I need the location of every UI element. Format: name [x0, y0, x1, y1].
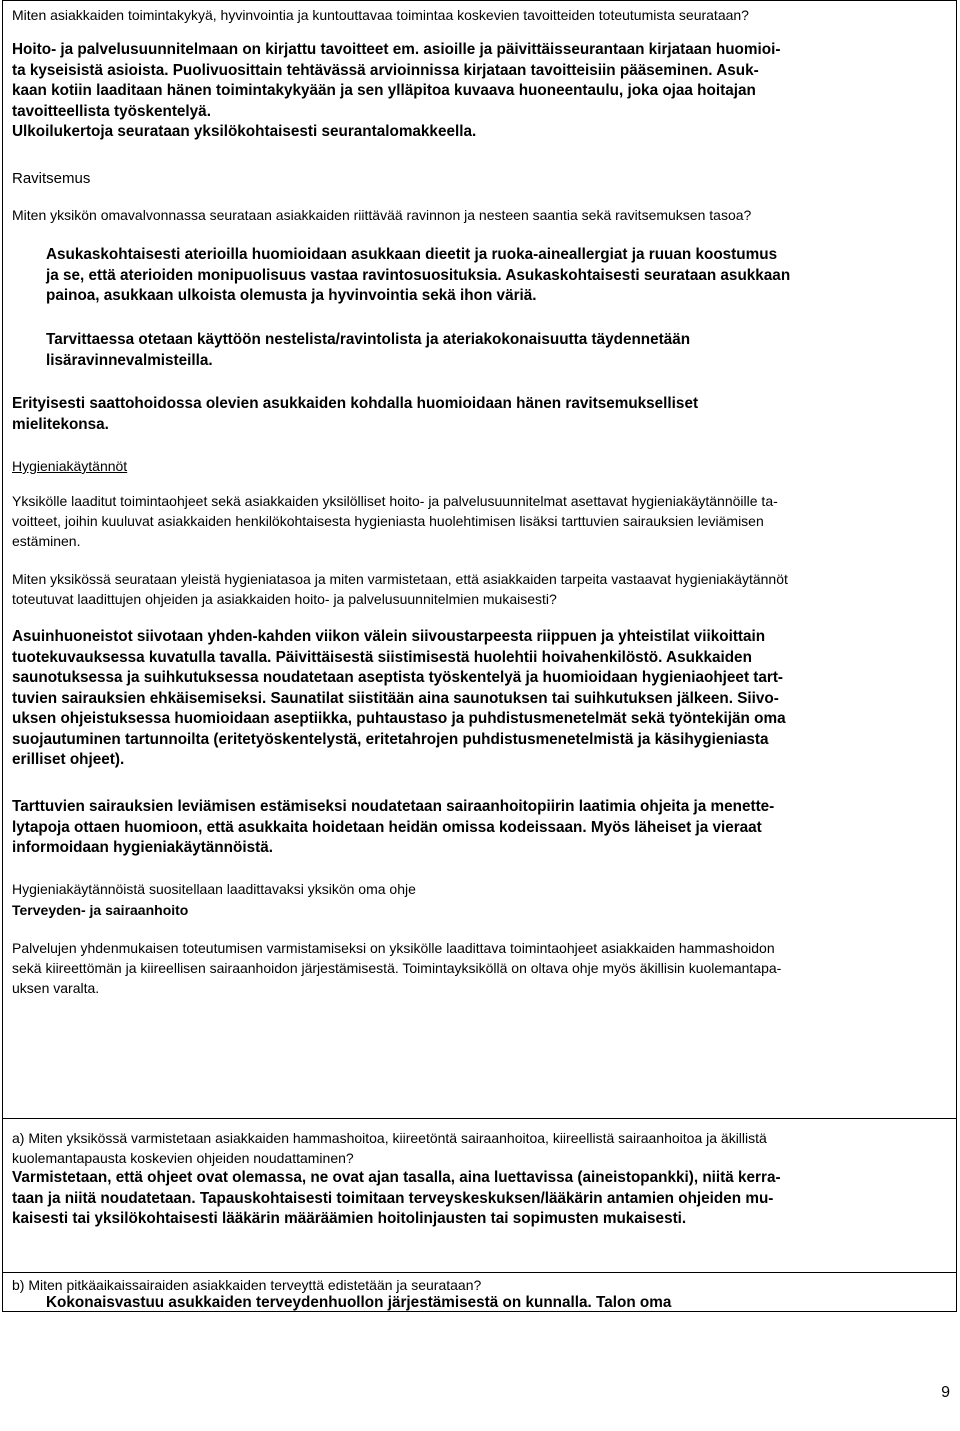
health-text-line: sekä kiireettömän ja kiireellisen sairaanhoidon järjestämisestä. Toimintayksiköllä on oltava ohje myös äkillisin kuolemantapa- [12, 960, 782, 976]
hygiene-question-line: Miten yksikössä seurataan yleistä hygieniatasoa ja miten varmistetaan, että asiakkaiden tarpeita vastaavat hygieniakäytännöt [12, 571, 788, 587]
frame-top-border [2, 0, 957, 1]
section-divider-a [2, 1118, 957, 1119]
health-answer-a-line: taan ja niitä noudatetaan. Tapauskohtaisesti toimitaan terveyskeskuksen/lääkärin antamien ohjeiden mu- [12, 1189, 774, 1207]
nutrition-answer-line: mielitekonsa. [12, 415, 109, 433]
health-question-b: b) Miten pitkäaikaissairaiden asiakkaiden terveyttä edistetään ja seurataan? [12, 1277, 482, 1293]
nutrition-heading: Ravitsemus [12, 170, 91, 187]
hygiene-text [12, 491, 947, 551]
intro-question: Miten asiakkaiden toimintakykyä, hyvinvointia ja kuntouttavaa toimintaa koskevien tavoitteiden toteutumista seurataan? [12, 7, 749, 23]
hygiene-question-line: toteutuvat laadittujen ohjeiden ja asiakkaiden hoito- ja palvelusuunnitelmien mukaisesti? [12, 591, 557, 607]
hygiene-answer-line: uksen ohjeistuksessa huomioidaan aseptiikka, puhtaustaso ja puhdistusmenetelmät sekä työntekijän oma [12, 710, 786, 727]
health-question-a-line: kuolemantapausta koskevien ohjeiden noudattaminen? [12, 1150, 354, 1166]
health-text [12, 938, 947, 998]
nutrition-answer-line: Tarvittaessa otetaan käyttöön nestelista/ravintolista ja ateriakokonaisuutta täydennetään [46, 331, 691, 348]
nutrition-answer-line: ja se, että aterioiden monipuolisuus vastaa ravintosuosituksia. Asukaskohtaisesti seurataan asukkaan [46, 266, 791, 284]
nutrition-answer-line: Erityisesti saattohoidossa olevien asukkaiden kohdalla huomioidaan hänen ravitsemukselliset [12, 395, 699, 412]
health-answer-a [12, 1168, 947, 1230]
intro-answer-line: kaan kotiin laaditaan hänen toimintakykyään ja sen ylläpitoa kuvaava huoneentaulu, joka ojaa hoitajan [12, 82, 756, 99]
health-text-line: Palvelujen yhdenmukaisen toteutumisen varmistamiseksi on yksikölle laadittava toimintaohjeet asiakkaiden hammashoidon [12, 940, 775, 956]
health-answer-a-line: Varmistetaan, että ohjeet ovat olemassa, ne ovat ajan tasalla, aina luettavissa (aineistopankki), niitä kerra- [12, 1169, 781, 1186]
hygiene-answer-2 [12, 797, 947, 859]
intro-answer-line: Hoito- ja palvelusuunnitelmaan on kirjattu tavoitteet em. asioille ja päivittäisseurantaan kirjataan huomioi- [12, 41, 781, 58]
hygiene-question [12, 569, 947, 609]
hygiene-answer-line: tuvien sairauksien ehkäisemiseksi. Saunatilat siistitään aina saunotuksen tai suihkutuksen jälkeen. Siivo- [12, 689, 779, 707]
page-number: 9 [941, 1384, 950, 1401]
section-divider-b [2, 1272, 957, 1273]
hygiene-answer-line: tuotekuvauksessa kuvatulla tavalla. Päivittäisestä siistimisestä huolehtii hoivahenkilöstö. Asukkaiden [12, 648, 752, 666]
health-heading: Terveyden- ja sairaanhoito [12, 902, 189, 918]
hygiene-answer-line: saunotuksessa ja suihkutuksessa noudatetaan aseptista työskentelyä ja huomioidaan hygieniaohjeet tart- [12, 669, 784, 686]
health-question-a [12, 1128, 947, 1168]
health-text-line: uksen varalta. [12, 980, 100, 996]
intro-answer-line: ta kyseisistä asioista. Puolivuosittain tehtävässä arvioinnissa kirjataan tavoitteisiin pääseminen. Asuk- [12, 61, 759, 79]
hygiene-answer-line: lytapoja ottaen huomioon, että asukkaita hoidetaan heidän omissa kodeissaan. Myös läheiset ja vieraat [12, 818, 762, 836]
nutrition-question: Miten yksikön omavalvonnassa seurataan asiakkaiden riittävää ravinnon ja nesteen saantia sekä ravitsemuksen tasoa? [12, 207, 752, 223]
health-answer-b: Kokonaisvastuu asukkaiden terveydenhuollon järjestämisestä on kunnalla. Talon oma [46, 1294, 672, 1311]
hygiene-answer-line: Tarttuvien sairauksien leviämisen estämiseksi noudatetaan sairaanhoitopiirin laatimia ohjeita ja menette- [12, 798, 775, 815]
hygiene-answer-line: informoidaan hygieniakäytännöistä. [12, 839, 273, 856]
nutrition-answer-line: painoa, asukkaan ulkoista olemusta ja hyvinvointia sekä ihon väriä. [46, 287, 537, 304]
hygiene-recommendation: Hygieniakäytännöistä suositellaan laadittavaksi yksikön oma ohje [12, 881, 416, 897]
hygiene-text-line: voitteet, joihin kuuluvat asiakkaiden henkilökohtaisesta hygieniasta huolehtimisen lisäksi tarttuvien sairauksien leviämisen [12, 513, 764, 529]
intro-answer-line: tavoitteellista työskentelyä. [12, 102, 211, 120]
intro-answer [12, 40, 947, 143]
hygiene-answer-line: erilliset ohjeet). [12, 751, 125, 768]
health-answer-a-line: kaisesti tai yksilökohtaisesti lääkärin määräämien hoitolinjausten tai sopimusten mukaisesti. [12, 1210, 687, 1227]
nutrition-answer-3 [12, 394, 947, 435]
hygiene-heading: Hygieniakäytännöt [12, 458, 128, 474]
nutrition-answer-line: lisäravinnevalmisteilla. [46, 351, 213, 369]
nutrition-answer-1 [46, 245, 947, 307]
hygiene-answer-line: suojautuminen tartunnoilta (eritetyöskentelystä, eritetahrojen puhdistusmenetelmistä ja käsihygieniasta [12, 730, 769, 748]
hygiene-answer-1 [12, 627, 947, 771]
intro-answer-line: Ulkoilukertoja seurataan yksilökohtaisesti seurantalomakkeella. [12, 123, 477, 140]
nutrition-answer-line: Asukaskohtaisesti aterioilla huomioidaan asukkaan dieetit ja ruoka-aineallergiat ja ruuan koostumus [46, 246, 778, 263]
hygiene-text-line: estäminen. [12, 533, 81, 549]
hygiene-text-line: Yksikölle laaditut toimintaohjeet sekä asiakkaiden yksilölliset hoito- ja palvelusuunnitelmat asettavat hygieniakäytännöille ta- [12, 493, 778, 509]
nutrition-answer-2 [46, 330, 947, 371]
health-question-a-line: a) Miten yksikössä varmistetaan asiakkaiden hammashoitoa, kiireetöntä sairaanhoitoa, kiireellistä sairaanhoitoa ja äkillistä [12, 1130, 767, 1146]
hygiene-answer-line: Asuinhuoneistot siivotaan yhden-kahden viikon välein siivoustarpeesta riippuen ja yhteistilat viikoittain [12, 628, 766, 645]
